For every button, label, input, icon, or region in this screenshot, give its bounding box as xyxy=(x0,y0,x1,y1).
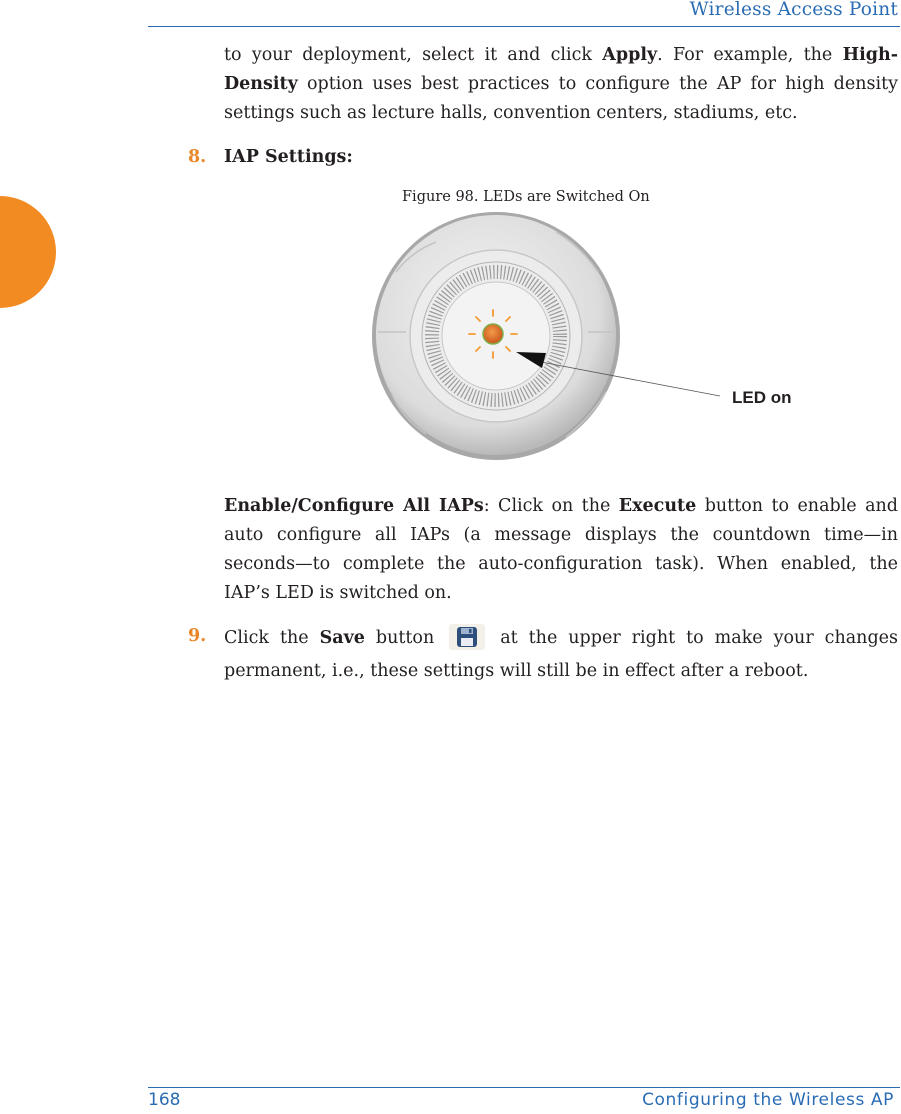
step-9-text-2: button xyxy=(364,628,446,648)
enable-text-1: : Click on the xyxy=(483,496,619,516)
running-header-title: Wireless Access Point xyxy=(689,0,898,20)
save-term: Save xyxy=(319,628,365,648)
footer-rule xyxy=(148,1087,900,1088)
figure-caption: Figure 98. LEDs are Switched On xyxy=(402,189,650,205)
page-number: 168 xyxy=(148,1090,181,1110)
step-8-title: IAP Settings: xyxy=(224,147,353,167)
running-footer-title: Configuring the Wireless AP xyxy=(642,1090,894,1110)
enable-configure-paragraph xyxy=(224,492,898,608)
header-rule xyxy=(148,26,900,27)
chapter-tab-marker xyxy=(0,196,56,308)
save-icon xyxy=(449,624,485,650)
intro-text-2: . For example, the xyxy=(657,45,843,65)
led-on-label: LED on xyxy=(732,388,792,407)
step-9-paragraph xyxy=(224,622,898,688)
enable-configure-term: Enable/Configure All IAPs xyxy=(224,496,484,516)
step-8-number: 8. xyxy=(188,147,207,167)
apply-term: Apply xyxy=(602,45,658,65)
step-9-text-3: at the upper right to make your changes permanent, i.e., these settings will still be in effect after a reboot. xyxy=(224,628,898,681)
intro-text-3: option uses best practices to configure the AP for high density settings such as lecture halls, convention centers, stadiums, etc. xyxy=(224,74,898,123)
execute-term: Execute xyxy=(618,496,697,516)
enable-text-2: button to enable and auto configure all IAPs (a message displays the countdown time—in seconds—to complete the auto-configuration task). When enabled, the IAP’s LED is switched on. xyxy=(224,496,898,603)
high-density-term: High-Density xyxy=(224,45,898,94)
step-9-text-1: Click the xyxy=(224,628,320,648)
intro-text-1: to your deployment, select it and click xyxy=(224,45,603,65)
intro-paragraph xyxy=(224,41,898,128)
step-9-number: 9. xyxy=(188,626,207,646)
access-point-led-figure xyxy=(366,212,806,462)
